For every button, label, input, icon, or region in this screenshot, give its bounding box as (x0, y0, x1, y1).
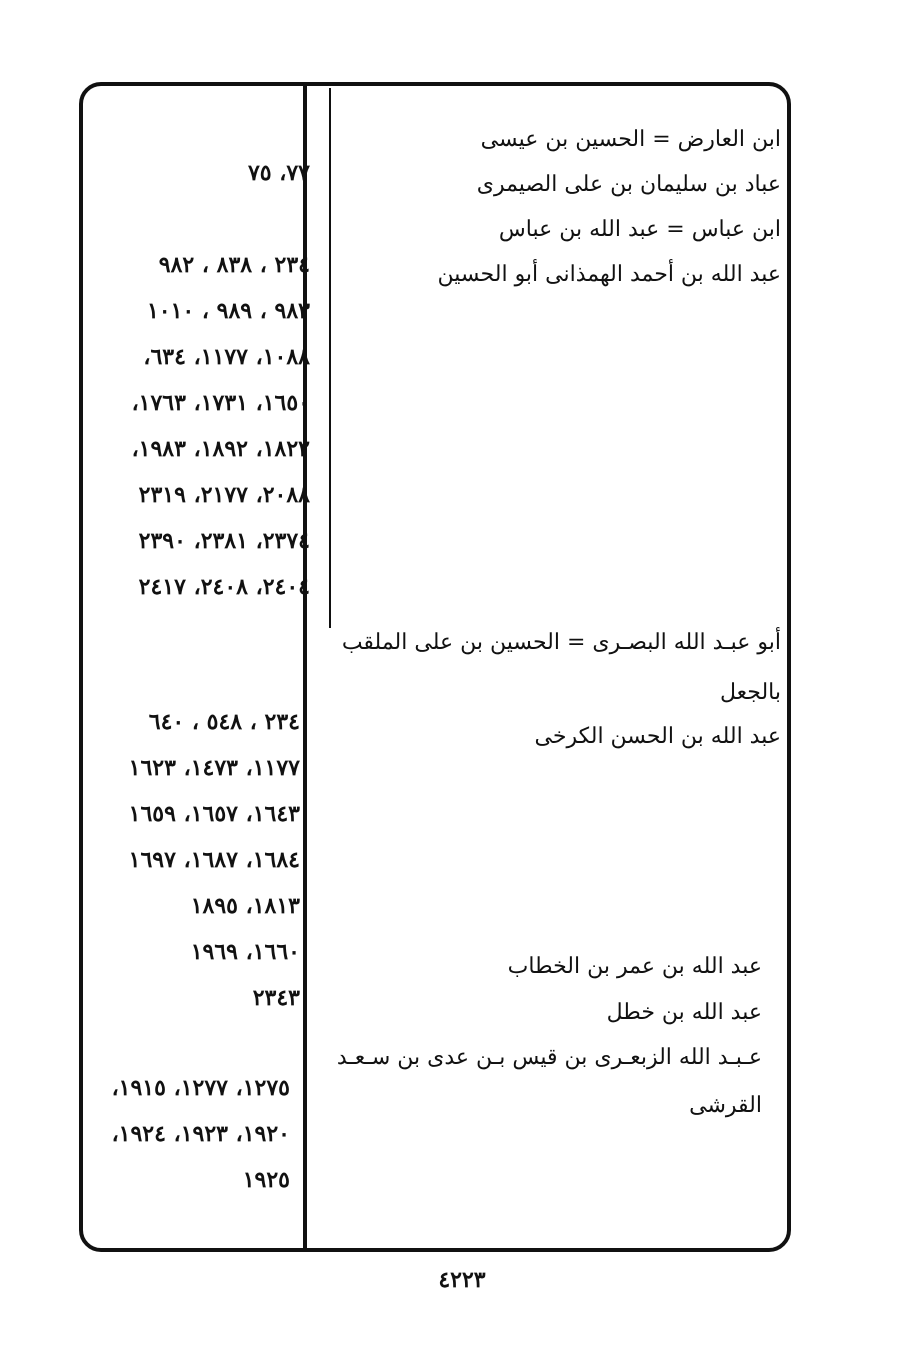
page-refs: ١٨١٣، ١٨٩٥ (190, 893, 300, 919)
name-entry: عباد بن سليمان بن على الصيمرى (476, 172, 781, 197)
page-refs: ٢٣٤ ، ٥٤٨ ، ٦٤٠ (148, 709, 300, 735)
name-entry: عبد الله بن أحمد الهمذانى أبو الحسين (437, 262, 781, 287)
page-refs: ٢٠٨٨، ٢١٧٧، ٢٣١٩ (138, 482, 310, 508)
name-entry: عبد الله بن خطل (606, 1000, 762, 1025)
page-refs: ١٨٢٢، ١٨٩٢، ١٩٨٣، (131, 436, 310, 462)
name-entry: بالجعل (719, 680, 781, 705)
name-entry: عبد الله بن الحسن الكرخى (534, 724, 781, 749)
page-refs: ١٦٤٣، ١٦٥٧، ١٦٥٩ (128, 801, 300, 827)
page-refs: ١٦٥٠، ١٧٣١، ١٧٦٣، (131, 390, 310, 416)
page-number: ٤٢٢٣ (438, 1267, 486, 1293)
page-refs: ١١٧٧، ١٤٧٣، ١٦٢٣ (128, 755, 300, 781)
page-refs: ٢٣٤٣ (252, 985, 300, 1011)
page-refs: ١٦٨٤، ١٦٨٧، ١٦٩٧ (128, 847, 300, 873)
page-refs: ١٠٨٨، ١١٧٧، ٦٣٤، (143, 344, 310, 370)
name-entry: القرشى (689, 1093, 762, 1118)
name-entry: عـبـد الله الزبعـرى بن قيس بـن عدى بن سـعـد (336, 1045, 762, 1070)
page-refs: ٢٤٠٤، ٢٤٠٨، ٢٤١٧ (138, 574, 310, 600)
page-refs: ٩٨٣ ، ٩٨٩ ، ١٠١٠ (146, 298, 310, 324)
page-refs: ١٩٢٥ (242, 1167, 290, 1193)
column-divider-inner (329, 88, 331, 628)
page-refs: ٧٧، ٧٥ (247, 160, 310, 186)
name-entry: أبو عبـد الله البصـرى = الحسين بن على الملقب (341, 630, 781, 655)
name-entry: ابن العارض = الحسين بن عيسى (480, 127, 781, 152)
name-entry: ابن عباس = عبد الله بن عباس (498, 217, 781, 242)
page-refs: ١٩٢٠، ١٩٢٣، ١٩٢٤، (111, 1121, 290, 1147)
page-refs: ١٢٧٥، ١٢٧٧، ١٩١٥، (111, 1075, 290, 1101)
page-refs: ٢٣٤ ، ٨٣٨ ، ٩٨٢ (158, 252, 310, 278)
page-refs: ٢٣٧٤، ٢٣٨١، ٢٣٩٠ (138, 528, 310, 554)
page-refs: ١٦٦٠، ١٩٦٩ (190, 939, 300, 965)
name-entry: عبد الله بن عمر بن الخطاب (507, 954, 762, 979)
